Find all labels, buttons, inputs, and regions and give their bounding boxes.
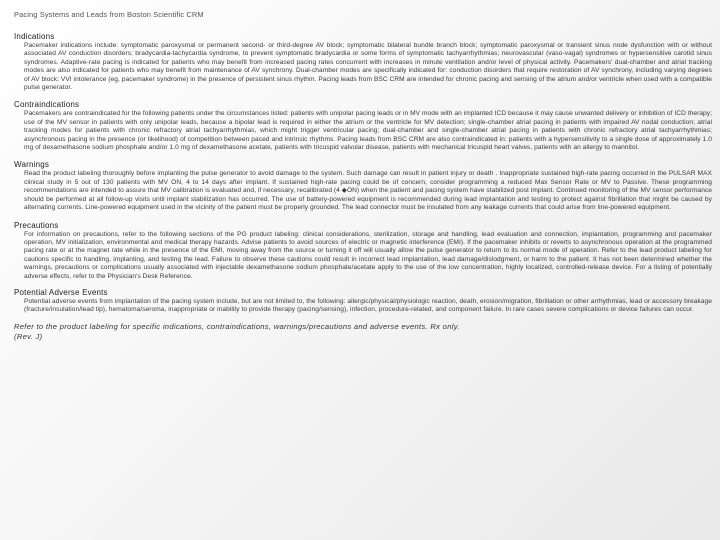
section-precautions xyxy=(14,221,712,281)
section-body: Potential adverse events from implantation of the pacing system include, but are not limited to, the following: allergic/physical/physiologic reaction, death, erosion/migration, fibrillation or other arrhythmias, lead or accessory breakage (fracture/insulation/lead tip), hematoma/seroma, inappropriate or inability to provide therapy (pacing/sensing), infection, procedure-related, and component failure. In rare cases severe complications or device failures can occur. xyxy=(24,297,712,314)
section-body: Pacemaker indications include: symptomatic paroxysmal or permanent second- or third-degree AV block; symptomatic bilateral bundle branch block; symptomatic paroxysmal or transient sinus node dysfunction with or without associated AV conduction disorders; bradycardia-tachycardia syndrome, to prevent symptomatic bradycardia or some forms of symptomatic tachyarrhythmias; neurovascular (vaso-vagal) syndromes or hypersensitive carotid sinus syndromes. Adaptive-rate pacing is indicated for patients who may benefit from increased pacing rates concurrent with increases in minute ventilation and/or level of physical activity. Pacemakers' dual-chamber and atrial tracking modes are also indicated for patients who may benefit from maintenance of AV synchrony. Dual-chamber modes are specifically indicated for: conduction disorders that require restoration of AV synchrony, including varying degrees of AV block; VVI intolerance (eg, pacemaker syndrome) in the presence of persistent sinus rhythm. Pacing leads from BSC CRM are intended for chronic pacing and sensing of the atrium and/or ventricle when used with a compatible pulse generator. xyxy=(24,42,712,92)
footnote-revision: (Rev. J) xyxy=(14,331,43,341)
section-contraindications xyxy=(14,100,712,152)
footnote-rx: Refer to the product labeling for specific indications, contraindications, warnings/precautions and adverse events. Rx only. xyxy=(14,321,460,331)
section-body: Read the product labeling thoroughly before implanting the pulse generator to avoid damage to the system. Such damage can result in patient injury or death . Inappropriate sustained high-rate pacing occurred in the PULSAR MAX clinical study in 5 out of 130 patients with MV ON, 4 to 14 days after implant. If sustained high-rate pacing could be of concern, consider programming a reduced Max Sensor Rate or MV to Passive. These programming recommendations are intended to assure that MV calibration is evaluated and, if necessary, recalibrated (4 ◆ON) when the patient and pacing system have stabilized post implant. Continued monitoring of the MV sensor performance should be performed at all follow-up visits until implant stabilization has occurred. The use of battery-powered equipment is recommended during lead implantation and testing to protect against fibrillation that might be caused by alternating currents. Line-powered equipment used in the vicinity of the patient must be properly grounded. The lead connector must be insulated from any leakage currents that could arise from line-powered equipment. xyxy=(24,170,712,212)
page-title: Pacing Systems and Leads from Boston Scientific CRM xyxy=(14,10,204,19)
document-content xyxy=(14,32,712,342)
section-adverse-events xyxy=(14,288,712,315)
section-heading: Indications xyxy=(14,32,55,41)
section-heading: Warnings xyxy=(14,160,50,170)
footnote xyxy=(14,322,712,342)
section-body: Pacemakers are contraindicated for the following patients under the circumstances listed: patients with unipolar pacing leads or in MV mode with an implanted ICD because it may cause unwanted delivery or inhibition of ICD therapy; use of the MV sensor in patients with only unipolar leads, because a bipolar lead is required in either the atrium or the ventricle for MV detection; single-chamber atrial pacing in patients with impaired AV nodal conduction; atrial tracking modes for patients with chronic refractory atrial tachyarrhythmias, which might trigger ventricular pacing; dual-chamber and single-chamber atrial pacing in patients with chronic refractory atrial tachyarrhythmias; asynchronous pacing in the presence (or likelihood) of competition between paced and intrinsic rhythms. Pacing leads from BSC CRM are also contraindicated in: patients with a hypersensitivity to a single dose of approximately 1.0 mg of dexamethasone sodium phosphate and/or 1.0 mg of dexamethasone acetate, patients with tricuspid valvular disease, patients with mechanical tricuspid heart valves, patients with an allergy to mannitol. xyxy=(24,110,712,152)
section-heading: Potential Adverse Events xyxy=(14,287,108,297)
section-warnings xyxy=(14,160,712,212)
section-body: For information on precautions, refer to the following sections of the PG product labeling: clinical considerations, sterilization, storage and handling, lead evaluation and connection, implantation, programming and pacemaker operation, MV initialization, environmental and medical therapy hazards. Advise patients to avoid sources of electric or magnetic interference (EMI). If the pacemaker inhibits or reverts to asynchronous operation at the programmed pacing rate or at the magnet rate while in the presence of the EMI, moving away from the source or turning it off will usually allow the pulse generator to return to its normal mode of operation. Refer to the lead product labeling for cautions specific to handling, implanting, and testing the lead. Failure to observe these cautions could result in incorrect lead implantation, lead damage/dislodgment, or harm to the patient. It has not been determined whether the warnings, precautions or complications usually associated with injectable dexamethasone sodium phosphate/acetate apply to the use of the low concentration, highly localized, controlled-release device. For a listing of potentially adverse effects, refer to the Physician's Desk Reference. xyxy=(24,230,712,280)
section-indications xyxy=(14,32,712,92)
section-heading: Precautions xyxy=(14,220,59,230)
section-heading: Contraindications xyxy=(14,100,80,110)
